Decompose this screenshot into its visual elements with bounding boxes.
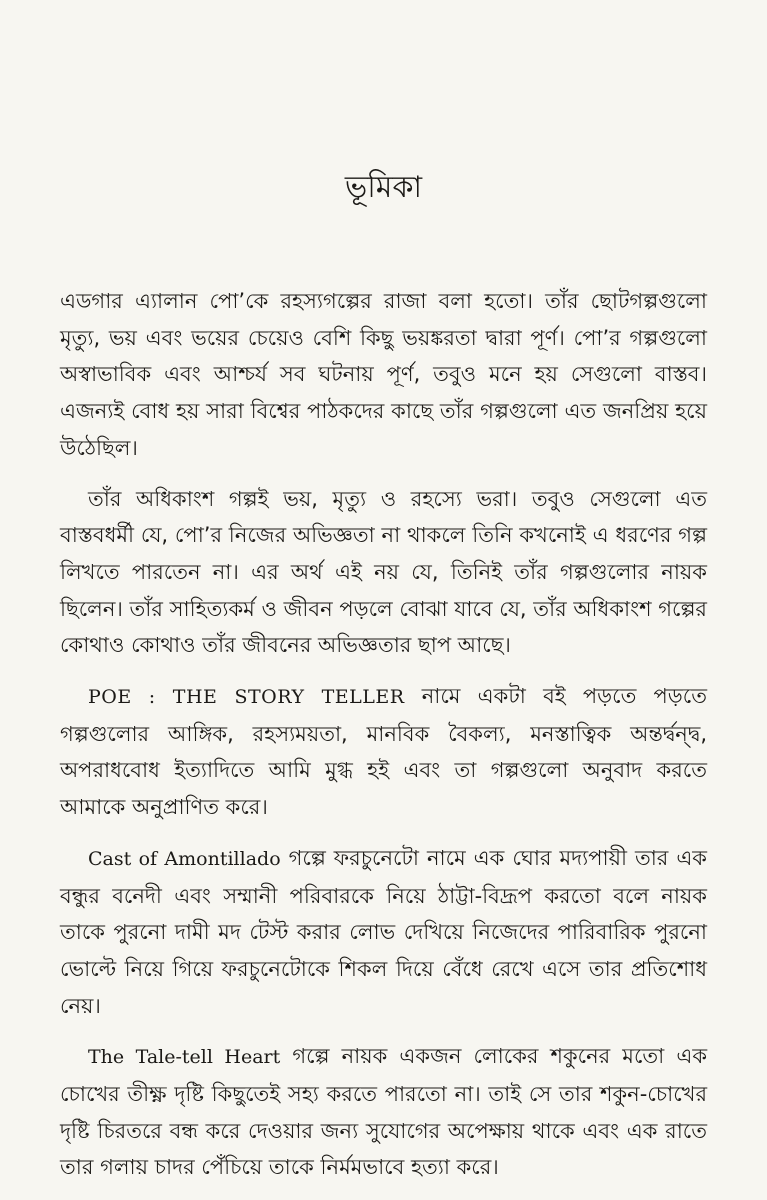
paragraph-3 <box>60 678 707 826</box>
paragraph-2-text: তাঁর অধিকাংশ গল্পই ভয়, মৃত্যু ও রহস্যে ভরা। তবুও সেগুলো এত বাস্তবধর্মী যে, পো’র নিজের অভিজ্ঞতা না থাকলে তিনি কখনোই এ ধরণের গল্প লিখতে পারতেন না। এর অর্থ এই নয় যে, তিনিই তাঁর গল্পগুলোর নায়ক ছিলেন। তাঁর সাহিত্যকর্ম ও জীবন পড়লে বোঝা যাবে যে, তাঁর অধিকাংশ গল্পের কোথাও কোথাও তাঁর জীবনের অভিজ্ঞতার ছাপ আছে। <box>60 486 707 658</box>
body-text <box>60 283 707 1200</box>
paragraph-1-text: এডগার এ্যালান পো’কে রহস্যগল্পের রাজা বলা হতো। তাঁর ছোটগল্পগুলো মৃত্যু, ভয় এবং ভয়ের চেয়েও বেশি কিছু ভয়ঙ্করতা দ্বারা পূর্ণ। পো’র গল্পগুলো অস্বাভাবিক এবং আশ্চর্য সব ঘটনায় পূর্ণ, তবুও মনে হয় সেগুলো বাস্তব। এজন্যই বোধ হয় সারা বিশ্বের পাঠকদের কাছে তাঁর গল্পগুলো এত জনপ্রিয় হয়ে উঠেছিল। <box>60 289 707 460</box>
story-title-reference: Cast of Amontillado <box>88 847 281 870</box>
paragraph-1 <box>60 283 707 467</box>
paragraph-4-text: গল্পে ফরচুনেটো নামে এক ঘোর মদ্যপায়ী তার এক বন্ধুর বনেদী এবং সম্মানী পরিবারকে নিয়ে ঠাট্টা-বিদ্রূপ করতো বলে নায়ক তাকে পুরনো দামী মদ টেস্ট করার লোভ দেখিয়ে নিজেদের পারিবারিক পুরনো ভোল্টে নিয়ে গিয়ে ফরচুনেটোকে শিকল দিয়ে বেঁধে রেখে এসে তার প্রতিশোধ নেয়। <box>60 845 707 1018</box>
paragraph-3-text: নামে একটা বই পড়তে পড়তে গল্পগুলোর আঙ্গিক, রহস্যময়তা, মানবিক বৈকল্য, মনস্তাত্বিক অন্তর্দ্বন্দ্ব, অপরাধবোধ ইত্যাদিতে আমি মুগ্ধ হই এবং তা গল্পগুলো অনুবাদ করতে আমাকে অনুপ্রাণিত করে। <box>60 684 707 820</box>
paragraph-5-text: গল্পে নায়ক একজন লোকের শকুনের মতো এক চোখের তীক্ষ্ণ দৃষ্টি কিছুতেই সহ্য করতে পারতো না। তাই সে তার শকুন-চোখের দৃষ্টি চিরতরে বন্ধ করে দেওয়ার জন্য সুযোগের অপেক্ষায় থাকে এবং এক রাতে তার গলায় চাদর পেঁচিয়ে তাকে নির্মমভাবে হত্যা করে। <box>60 1044 708 1180</box>
story-title-reference: The Tale-tell Heart <box>88 1046 281 1069</box>
paragraph-4 <box>60 840 707 1025</box>
paragraph-5 <box>60 1038 707 1186</box>
paragraph-2 <box>60 481 707 665</box>
page-title: ভূমিকা <box>344 170 423 205</box>
book-title-reference: POE : THE STORY TELLER <box>88 686 405 709</box>
